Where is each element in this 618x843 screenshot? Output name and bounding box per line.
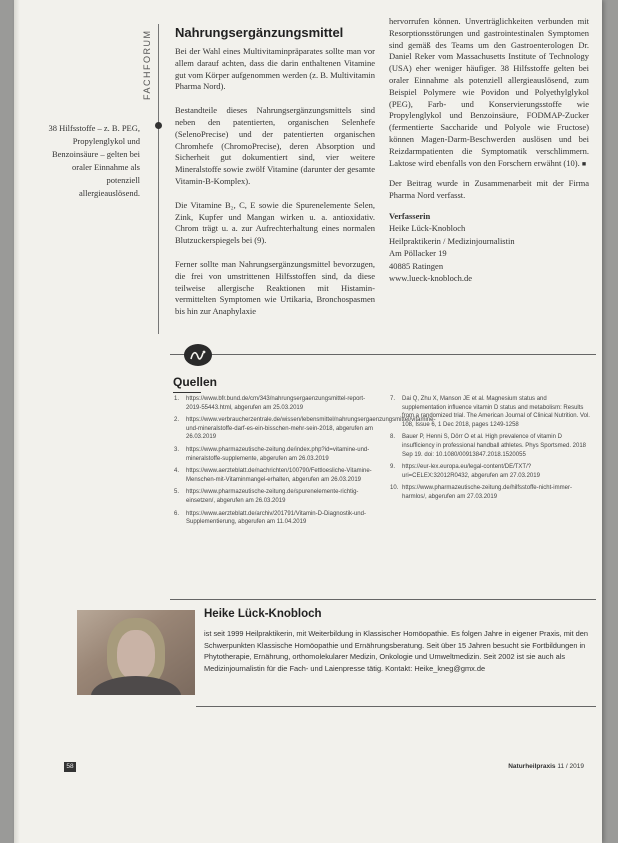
- source-text[interactable]: https://www.verbraucherzentrale.de/wissen/lebensmittel/nahrungsergaenzungsmittel/vitamine-und-mineralstoffe-darf-es-ein-bisschen-mehr-sein-2018, abgerufen am 26.03.2019: [186, 417, 436, 441]
- magazine-issue: 11 / 2019: [557, 763, 584, 770]
- author-credit-heading: Verfasserin: [389, 210, 431, 221]
- magazine-footer: [508, 763, 584, 770]
- source-item: [174, 416, 436, 442]
- logo-icon: [184, 344, 212, 366]
- author-photo: [77, 610, 195, 695]
- paragraph: [389, 16, 589, 170]
- source-text[interactable]: https://www.aerzteblatt.de/nachrichten/100790/Fettloesliche-Vitamine-Menschen-mit-Vitaminmangel-erhalten, abgerufen am 26.03.2019: [186, 468, 372, 483]
- source-text[interactable]: https://www.pharmazeutische-zeitung.de/hilfsstoffe-nicht-immer-harmlos/, abgerufen am 27.03.2019: [402, 485, 572, 500]
- source-number: 1.: [174, 396, 180, 402]
- author-box-rule-top: [170, 599, 596, 600]
- page-number: 58: [64, 762, 76, 772]
- author-box-rule-bottom: [196, 706, 596, 707]
- sources-underline: [173, 392, 201, 393]
- source-text[interactable]: https://www.pharmazeutische-zeitung.de/index.php?id=vitamine-und-mineralstoffe-supplemente, abgerufen am 26.03.2019: [186, 446, 370, 462]
- source-text[interactable]: https://www.pharmazeutische-zeitung.de/spurenelemente-richtig-einsetzen/, abgerufen am 26.03.2019: [186, 489, 359, 504]
- paragraph: Bestandteile dieses Nahrungsergänzungsmittels sind neben den patentierten, organischen Selenhefe (SelenoPrecise) und der patentierten organischen Chromhefe (ChromoPrecise), deren Absorption und Sicherheit gut dokumentiert sind, vier weitere Mineralstoffe sowie zwölf Vitamine (darunter der gesamte Vitamin-B-Komplex).: [175, 105, 375, 186]
- end-mark: ■: [581, 159, 587, 168]
- author-credit-line: Heike Lück-Knobloch: [389, 223, 466, 234]
- source-text: Dai Q, Zhu X, Manson JE et al. Magnesium status and supplementation influence vitamin D status and metabolism: Results from a randomized trial. The American Journal of Clinical Nutrition. Vol. 108, Issue 6, 1 Dec 2018, pages 1249-1258: [402, 396, 590, 428]
- author-website-link[interactable]: www.lueck-knobloch.de: [389, 273, 473, 284]
- author-name: Heike Lück-Knobloch: [204, 608, 322, 620]
- section-rule: [170, 354, 596, 355]
- source-item: [174, 488, 379, 505]
- source-text[interactable]: https://www.aerzteblatt.de/archiv/201791/Vitamin-D-Diagnostik-und-Supplementierung, abgerufen am 11.04.2019: [186, 510, 366, 526]
- author-credit-line: Am Pöllacker 19: [389, 248, 447, 259]
- source-number: 3.: [174, 446, 180, 453]
- source-number: 9.: [390, 464, 396, 471]
- section-label: FACHFORUM: [142, 29, 152, 101]
- paragraph: Der Beitrag wurde in Zusammenarbeit mit der Firma Pharma Nord verfasst.: [389, 178, 589, 201]
- author-bio: ist seit 1999 Heilpraktikerin, mit Weiterbildung in Klassischer Homöopathie. Es folgen Jahre in eigener Praxis, mit den Schwerpunkten Klassische Homöopathie und Ernährungsberatung. Seit über 15 Jahren besucht sie Fortbildungen in Phytotherapie, Ernährung, orthomolekularer Medizin, Onkologie und Umweltmedizin. Seit 2002 ist sie auch als Medizinjournalistin für die Fach- und Laienpresse tätig. Kontakt: Heike_kneg@gmx.de: [204, 629, 588, 674]
- paragraph: Die Vitamine B₂, C, E sowie die Spurenelemente Selen, Zink, Kupfer und Mangan wirken u. a. antioxidativ. Chrom trägt u. a. zur Aufrechterhaltung eines normalen Blutzuckerspiegels bei (9).: [175, 199, 375, 246]
- source-item: [390, 463, 590, 480]
- author-credit: [389, 210, 589, 285]
- author-credit-line: 40885 Ratingen: [389, 260, 444, 271]
- source-item: [390, 484, 590, 501]
- source-text[interactable]: https://www.bfr.bund.de/cm/343/nahrungsergaenzungsmittel-report-2019-55443.html, abgerufen am 25.03.2019: [186, 396, 366, 411]
- source-text: Bauer P, Henni S, Dörr O et al. High prevalence of vitamin D insufficiency in professional handball athletes. Phys Sportsmed. 2018 Sep 19. doi: 10.1080/00913847.2018.1520055: [402, 434, 586, 458]
- article-title: Nahrungsergänzungsmittel: [175, 25, 344, 40]
- author-credit-line: Heilpraktikerin / Medizinjournalistin: [389, 235, 515, 246]
- article-column-left: [175, 46, 375, 330]
- paragraph: Ferner sollte man Nahrungsergänzungsmittel bevorzugen, die frei von umstrittenen Hilfsstoffen sind, da diese teilweise allergische Reaktionen mit Histamin-vermittelten Symptomen wie Urtikaria, Bronchospasmen bis hin zur Anaphylaxie: [175, 258, 375, 317]
- source-item: [174, 446, 379, 463]
- paragraph: Bei der Wahl eines Multivitaminpräparates sollte man vor allem darauf achten, dass die darin enthaltenen Vitamine gut vom Körper aufgenommen werden (z. B. Multivitamin Pharma Nord).: [175, 46, 375, 92]
- magazine-page: [14, 0, 602, 843]
- sidenote-marker: [155, 122, 162, 129]
- sidenote: 38 Hilfsstoffe – z. B. PEG, Propylenglykol und Benzoinsäure – gelten bei oraler Einnahme als potenziell allergieauslösend.: [48, 123, 140, 198]
- sources-list-right: [390, 395, 590, 506]
- paragraph-text: hervorrufen können. Unverträglichkeiten verbunden mit Resorptionsstörungen und gastrointestinalen Symptomen sind gemäß des Teams um den Gastroenterologen Dr. Daniel Reker vom Massachusetts Institute of Technology (USA) eher weniger häufiger. 38 Hilfsstoffe gelten bei oraler Einnahme als potenziell allergieauslösend, zum Beispiel Polymere wie Povidon und Polyethylglykol (PEG), Farb- und Konservierungsstoffe wie Propylenglykol und Benzoinsäure, FODMAP-Zucker (fermentierte Saccharide und Polyole wie Fructose) können Magen-Darm-Beschwerden auslösen und bei Reizdarmpatienten die Symptomatik verschlimmern. Laktose wird ebenfalls von den Forschern erwähnt (10).: [389, 16, 589, 168]
- source-number: 5.: [174, 489, 180, 496]
- source-number: 7.: [390, 396, 396, 402]
- magazine-name: Naturheilpraxis: [508, 763, 556, 770]
- source-number: 4.: [174, 468, 180, 475]
- source-number: 8.: [390, 434, 396, 441]
- source-number: 6.: [174, 510, 180, 517]
- sources-list-left: [174, 395, 436, 531]
- source-text[interactable]: https://eur-lex.europa.eu/legal-content/DE/TXT/?uri=CELEX:32012R0432, abgerufen am 27.03.2019: [402, 464, 540, 479]
- source-item: [390, 395, 590, 429]
- source-item: [174, 510, 379, 527]
- source-item: [390, 433, 590, 459]
- source-number: 10.: [390, 485, 399, 492]
- section-divider: [158, 24, 159, 334]
- article-column-right: [389, 16, 589, 285]
- source-item: [174, 395, 379, 412]
- sources-title: Quellen: [173, 375, 218, 389]
- source-item: [174, 467, 379, 484]
- source-number: 2.: [174, 417, 180, 424]
